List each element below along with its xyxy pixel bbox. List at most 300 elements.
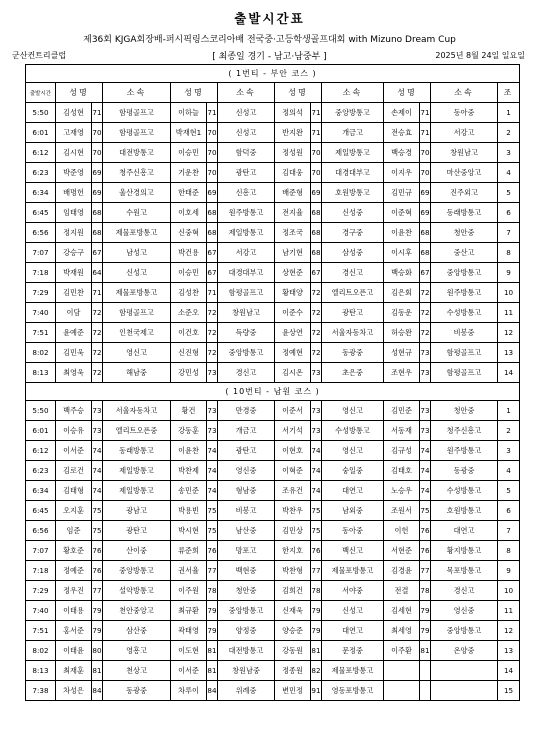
player-score: 81 <box>207 661 218 681</box>
player-name: 이호세 <box>171 203 207 223</box>
player-name: 김민상 <box>275 521 311 541</box>
player-score: 72 <box>92 343 103 363</box>
player-name: 반지완 <box>275 123 311 143</box>
player-score: 73 <box>420 421 431 441</box>
player-score: 74 <box>207 481 218 501</box>
table-row <box>26 401 520 421</box>
player-name: 이서준 <box>56 441 92 461</box>
player-score: 75 <box>92 521 103 541</box>
player-name: 백주승 <box>56 401 92 421</box>
player-name: 신진형 <box>171 343 207 363</box>
player-name: 김민찬 <box>56 283 92 303</box>
player-name: 황태양 <box>275 283 311 303</box>
table-row <box>26 541 520 561</box>
section-header-row <box>26 383 520 401</box>
player-name: 김민규 <box>384 183 420 203</box>
player-name: 이하늘 <box>171 103 207 123</box>
header-group: 조 <box>498 83 520 103</box>
player-name: 이준수 <box>275 303 311 323</box>
player-school: 설악방통고 <box>103 581 171 601</box>
tee-time: 6:01 <box>26 123 56 143</box>
player-school: 수성방통고 <box>431 481 498 501</box>
player-name: 전지율 <box>275 203 311 223</box>
player-score: 77 <box>92 581 103 601</box>
player-school: 신성고 <box>218 103 275 123</box>
tournament-subtitle: 제36회 KJGA회장배-퍼시픽링스코리아배 전국중·고등학생골프대회 with Mizuno Dream Cup <box>83 35 456 45</box>
tee-time: 6:45 <box>26 203 56 223</box>
group-number: 5 <box>498 183 520 203</box>
player-school: 함평골프고 <box>103 303 171 323</box>
player-school: 광탄고 <box>322 303 384 323</box>
player-score: 72 <box>420 283 431 303</box>
tee-time: 6:45 <box>26 501 56 521</box>
player-score: 69 <box>207 183 218 203</box>
player-name: 이태윤 <box>56 641 92 661</box>
player-score: 69 <box>92 163 103 183</box>
player-score: 70 <box>311 143 322 163</box>
player-name: 임준 <box>56 521 92 541</box>
player-name: 변민정 <box>275 681 311 701</box>
tee-time: 8:02 <box>26 641 56 661</box>
player-score: 70 <box>92 123 103 143</box>
player-school: 문정중 <box>322 641 384 661</box>
player-score: 79 <box>207 601 218 621</box>
player-school: 남산중 <box>218 521 275 541</box>
tee-time: 7:51 <box>26 323 56 343</box>
player-name: 김로건 <box>56 461 92 481</box>
player-name: 차루이 <box>171 681 207 701</box>
player-score: 73 <box>92 401 103 421</box>
player-name: 윤예준 <box>56 323 92 343</box>
player-score: 78 <box>207 581 218 601</box>
player-school: 대연고 <box>431 521 498 541</box>
player-name: 강동훈 <box>171 421 207 441</box>
player-name: 조유건 <box>275 481 311 501</box>
player-school <box>431 661 498 681</box>
player-school: 산이중 <box>103 541 171 561</box>
player-school: 제물포방통고 <box>103 223 171 243</box>
player-score: 74 <box>311 481 322 501</box>
table-row <box>26 441 520 461</box>
player-school: 천안중앙고 <box>103 601 171 621</box>
table-row <box>26 561 520 581</box>
player-score: 71 <box>207 103 218 123</box>
player-name: 김은회 <box>384 283 420 303</box>
player-score: 75 <box>311 521 322 541</box>
player-score: 67 <box>311 263 322 283</box>
player-school: 서울자동차고 <box>103 401 171 421</box>
player-score: 72 <box>92 363 103 383</box>
player-score: 74 <box>311 461 322 481</box>
group-number: 4 <box>498 163 520 183</box>
table-row <box>26 143 520 163</box>
player-school: 제일방통고 <box>322 143 384 163</box>
venue-name: 군산컨트리클럽 <box>12 51 67 60</box>
player-name: 이윤찬 <box>171 441 207 461</box>
player-school: 진주외고 <box>431 183 498 203</box>
player-school: 초은중 <box>322 363 384 383</box>
division-label: [ 최종일 경기 - 남고·남중부 ] <box>212 52 327 62</box>
player-score: 72 <box>420 323 431 343</box>
player-name: 박시현 <box>171 521 207 541</box>
player-score: 79 <box>92 601 103 621</box>
table-row <box>26 203 520 223</box>
group-number: 14 <box>498 661 520 681</box>
player-school: 망포고 <box>218 541 275 561</box>
table-row <box>26 521 520 541</box>
player-school: 중앙방통고 <box>103 561 171 581</box>
player-score: 70 <box>92 143 103 163</box>
group-number: 9 <box>498 561 520 581</box>
group-number: 7 <box>498 223 520 243</box>
group-number: 2 <box>498 421 520 441</box>
player-name: 이건호 <box>171 323 207 343</box>
player-name: 신중혁 <box>171 223 207 243</box>
tee-time: 6:56 <box>26 223 56 243</box>
player-name: 이주환 <box>384 641 420 661</box>
tee-time: 5:50 <box>26 401 56 421</box>
group-number: 12 <box>498 323 520 343</box>
section-title: ( 1번티 - 부안 코스 ) <box>26 65 520 83</box>
player-name: 김희건 <box>275 581 311 601</box>
player-school: 함평골프고 <box>103 103 171 123</box>
player-score: 71 <box>311 123 322 143</box>
player-name: 정예준 <box>56 561 92 581</box>
player-name: 김성찬 <box>171 283 207 303</box>
player-school: 원주방통고 <box>218 203 275 223</box>
player-school: 득량중 <box>218 323 275 343</box>
group-number: 12 <box>498 621 520 641</box>
player-school: 광탄고 <box>218 441 275 461</box>
player-school: 백현중 <box>218 561 275 581</box>
player-score: 69 <box>92 183 103 203</box>
player-score: 76 <box>92 541 103 561</box>
player-score: 68 <box>420 223 431 243</box>
player-school: 수성방통고 <box>322 421 384 441</box>
player-school: 함덕중 <box>218 143 275 163</box>
player-score: 77 <box>420 561 431 581</box>
player-school: 황지방통고 <box>431 541 498 561</box>
table-row <box>26 363 520 383</box>
player-name: 정종원 <box>275 661 311 681</box>
tee-time: 7:40 <box>26 601 56 621</box>
table-row <box>26 681 520 701</box>
player-school: 원주방통고 <box>431 441 498 461</box>
tee-time: 7:51 <box>26 621 56 641</box>
player-name: 정성원 <box>275 143 311 163</box>
player-name: 소준오 <box>171 303 207 323</box>
table-row <box>26 621 520 641</box>
group-number: 3 <box>498 143 520 163</box>
player-score: 80 <box>92 641 103 661</box>
player-name: 황건 <box>171 401 207 421</box>
player-school: 인천국제고 <box>103 323 171 343</box>
player-school: 제물포방통고 <box>103 283 171 303</box>
player-name: 조원서 <box>384 501 420 521</box>
player-score: 69 <box>311 183 322 203</box>
player-score: 81 <box>420 641 431 661</box>
player-name: 서기석 <box>275 421 311 441</box>
player-score: 70 <box>207 123 218 143</box>
player-name: 한태준 <box>171 183 207 203</box>
player-score: 70 <box>207 163 218 183</box>
player-name: 정예현 <box>275 343 311 363</box>
player-score: 73 <box>420 363 431 383</box>
player-school: 남외중 <box>322 501 384 521</box>
player-school: 중앙방통고 <box>322 103 384 123</box>
header-school: 소속 <box>218 83 275 103</box>
player-name: 박준영 <box>56 163 92 183</box>
player-name: 권서율 <box>171 561 207 581</box>
player-school: 엘리트오픈고 <box>322 283 384 303</box>
player-name: 김동운 <box>384 303 420 323</box>
player-name: 이준서 <box>275 401 311 421</box>
group-number: 8 <box>498 243 520 263</box>
player-name: 남기현 <box>275 243 311 263</box>
player-score: 68 <box>92 203 103 223</box>
player-name <box>384 681 420 701</box>
player-name: 노승우 <box>384 481 420 501</box>
player-name: 김시온 <box>275 363 311 383</box>
player-school: 서강고 <box>218 243 275 263</box>
table-row <box>26 163 520 183</box>
player-score: 73 <box>420 343 431 363</box>
player-name: 임태영 <box>56 203 92 223</box>
table-row <box>26 223 520 243</box>
table-row <box>26 661 520 681</box>
player-school: 경구중 <box>322 223 384 243</box>
table-row <box>26 243 520 263</box>
tee-time: 8:02 <box>26 343 56 363</box>
player-score: 67 <box>92 243 103 263</box>
player-score: 81 <box>207 641 218 661</box>
player-name: 양승준 <box>275 621 311 641</box>
player-score: 71 <box>420 123 431 143</box>
player-name: 허승완 <box>384 323 420 343</box>
player-score: 79 <box>420 601 431 621</box>
table-row <box>26 461 520 481</box>
player-name: 이담 <box>56 303 92 323</box>
table-row <box>26 481 520 501</box>
header-school: 소속 <box>322 83 384 103</box>
player-score: 73 <box>207 401 218 421</box>
player-name: 배명헌 <box>56 183 92 203</box>
player-score: 84 <box>207 681 218 701</box>
player-school: 제일방통고 <box>103 461 171 481</box>
player-score: 64 <box>92 263 103 283</box>
table-row <box>26 183 520 203</box>
player-score: 69 <box>420 183 431 203</box>
player-school: 광탄고 <box>218 163 275 183</box>
player-score: 72 <box>92 303 103 323</box>
player-school: 제물포방통고 <box>322 661 384 681</box>
player-score: 76 <box>420 541 431 561</box>
player-name: 최재훈 <box>56 661 92 681</box>
player-score: 72 <box>207 323 218 343</box>
player-school: 영신중 <box>431 601 498 621</box>
player-name: 김민준 <box>384 401 420 421</box>
player-name: 이현호 <box>275 441 311 461</box>
player-name: 홍서준 <box>56 621 92 641</box>
header-name: 성명 <box>56 83 103 103</box>
player-school: 청주신흥고 <box>431 421 498 441</box>
tee-time: 7:29 <box>26 283 56 303</box>
player-school: 청안중 <box>431 223 498 243</box>
player-school: 원주방통고 <box>431 283 498 303</box>
player-name: 김대웅 <box>275 163 311 183</box>
player-score: 74 <box>92 461 103 481</box>
player-score: 70 <box>311 163 322 183</box>
player-school: 영동포방통고 <box>322 681 384 701</box>
group-number: 14 <box>498 363 520 383</box>
player-name: 정지원 <box>56 223 92 243</box>
player-school: 호원방통고 <box>431 501 498 521</box>
group-number: 13 <box>498 343 520 363</box>
player-name: 정의석 <box>275 103 311 123</box>
player-name: 기운찬 <box>171 163 207 183</box>
player-name: 전결 <box>384 581 420 601</box>
player-name: 박건용 <box>171 243 207 263</box>
player-score: 79 <box>311 621 322 641</box>
player-score: 81 <box>92 661 103 681</box>
player-school: 경신고 <box>431 581 498 601</box>
player-school: 동광중 <box>322 343 384 363</box>
player-score: 68 <box>92 223 103 243</box>
player-name: 강승구 <box>56 243 92 263</box>
player-school: 만경중 <box>218 401 275 421</box>
player-school: 동광중 <box>103 681 171 701</box>
tee-time: 6:01 <box>26 421 56 441</box>
player-school: 영신고 <box>322 401 384 421</box>
player-score: 77 <box>311 561 322 581</box>
player-name: 박재원 <box>56 263 92 283</box>
event-date: 2025년 8월 24일 일요일 <box>435 51 525 60</box>
table-row <box>26 343 520 363</box>
table-row <box>26 323 520 343</box>
group-number: 11 <box>498 601 520 621</box>
player-school: 서야중 <box>322 581 384 601</box>
player-school: 엘리트오픈중 <box>103 421 171 441</box>
table-row <box>26 601 520 621</box>
group-number: 10 <box>498 581 520 601</box>
player-score: 72 <box>92 323 103 343</box>
player-school: 형남중 <box>218 481 275 501</box>
player-name: 강동원 <box>275 641 311 661</box>
player-school: 중산고 <box>431 243 498 263</box>
player-name: 상현준 <box>275 263 311 283</box>
player-school: 신성고 <box>218 123 275 143</box>
player-score: 74 <box>311 441 322 461</box>
player-school: 광남고 <box>103 501 171 521</box>
player-score: 75 <box>311 501 322 521</box>
player-score: 76 <box>311 541 322 561</box>
player-score: 73 <box>207 421 218 441</box>
group-number: 8 <box>498 541 520 561</box>
tee-time: 6:34 <box>26 481 56 501</box>
player-name: 서현준 <box>384 541 420 561</box>
table-row <box>26 283 520 303</box>
player-score: 68 <box>311 243 322 263</box>
player-school: 비봉중 <box>431 323 498 343</box>
group-number: 1 <box>498 401 520 421</box>
player-name: 이혁준 <box>275 461 311 481</box>
player-score: 76 <box>420 521 431 541</box>
player-score: 67 <box>207 243 218 263</box>
player-school: 동아중 <box>431 103 498 123</box>
table-row <box>26 303 520 323</box>
player-school: 중앙방통고 <box>218 601 275 621</box>
player-score: 71 <box>92 283 103 303</box>
player-name: 김시현 <box>56 143 92 163</box>
player-score: 68 <box>311 203 322 223</box>
player-school: 중앙방통고 <box>431 263 498 283</box>
player-score: 67 <box>420 263 431 283</box>
table-row <box>26 501 520 521</box>
player-name: 김성현 <box>56 103 92 123</box>
player-name: 황호준 <box>56 541 92 561</box>
player-school: 천상고 <box>103 661 171 681</box>
player-name: 이시후 <box>384 243 420 263</box>
player-name: 배준형 <box>275 183 311 203</box>
player-score: 71 <box>92 103 103 123</box>
player-school: 경신고 <box>218 363 275 383</box>
table-row <box>26 421 520 441</box>
header-school: 소속 <box>103 83 171 103</box>
player-name: 백승화 <box>384 263 420 283</box>
group-number: 7 <box>498 521 520 541</box>
player-name: 전승효 <box>384 123 420 143</box>
player-school: 숭일중 <box>322 461 384 481</box>
player-name: 최세영 <box>384 621 420 641</box>
player-school: 영신고 <box>103 343 171 363</box>
player-score: 81 <box>311 641 322 661</box>
player-school: 남성고 <box>103 243 171 263</box>
table-row <box>26 103 520 123</box>
player-school: 대연고 <box>322 621 384 641</box>
tee-time: 6:23 <box>26 163 56 183</box>
player-score: 73 <box>207 363 218 383</box>
player-school: 서강고 <box>431 123 498 143</box>
section-header-row <box>26 65 520 83</box>
group-number: 15 <box>498 681 520 701</box>
player-school: 대경대부고 <box>322 163 384 183</box>
player-score: 72 <box>207 303 218 323</box>
player-school: 함평골프고 <box>218 283 275 303</box>
player-school <box>431 681 498 701</box>
player-score: 75 <box>207 521 218 541</box>
player-school: 창원남고 <box>218 303 275 323</box>
player-score: 75 <box>207 501 218 521</box>
tee-time: 7:18 <box>26 561 56 581</box>
player-score: 74 <box>420 461 431 481</box>
player-name: 류준희 <box>171 541 207 561</box>
tee-time: 6:12 <box>26 441 56 461</box>
player-school: 동아중 <box>322 521 384 541</box>
player-school: 신성고 <box>322 601 384 621</box>
player-name: 이태용 <box>56 601 92 621</box>
tee-time: 5:50 <box>26 103 56 123</box>
player-score: 75 <box>420 501 431 521</box>
page-title: 출발시간표 <box>234 11 305 26</box>
tee-time: 7:07 <box>26 243 56 263</box>
player-school: 위례중 <box>218 681 275 701</box>
header-name: 성명 <box>275 83 322 103</box>
player-name: 차성은 <box>56 681 92 701</box>
player-school: 울산경의고 <box>103 183 171 203</box>
player-name: 이도현 <box>171 641 207 661</box>
player-school: 신흥고 <box>218 183 275 203</box>
player-school: 개금고 <box>218 421 275 441</box>
